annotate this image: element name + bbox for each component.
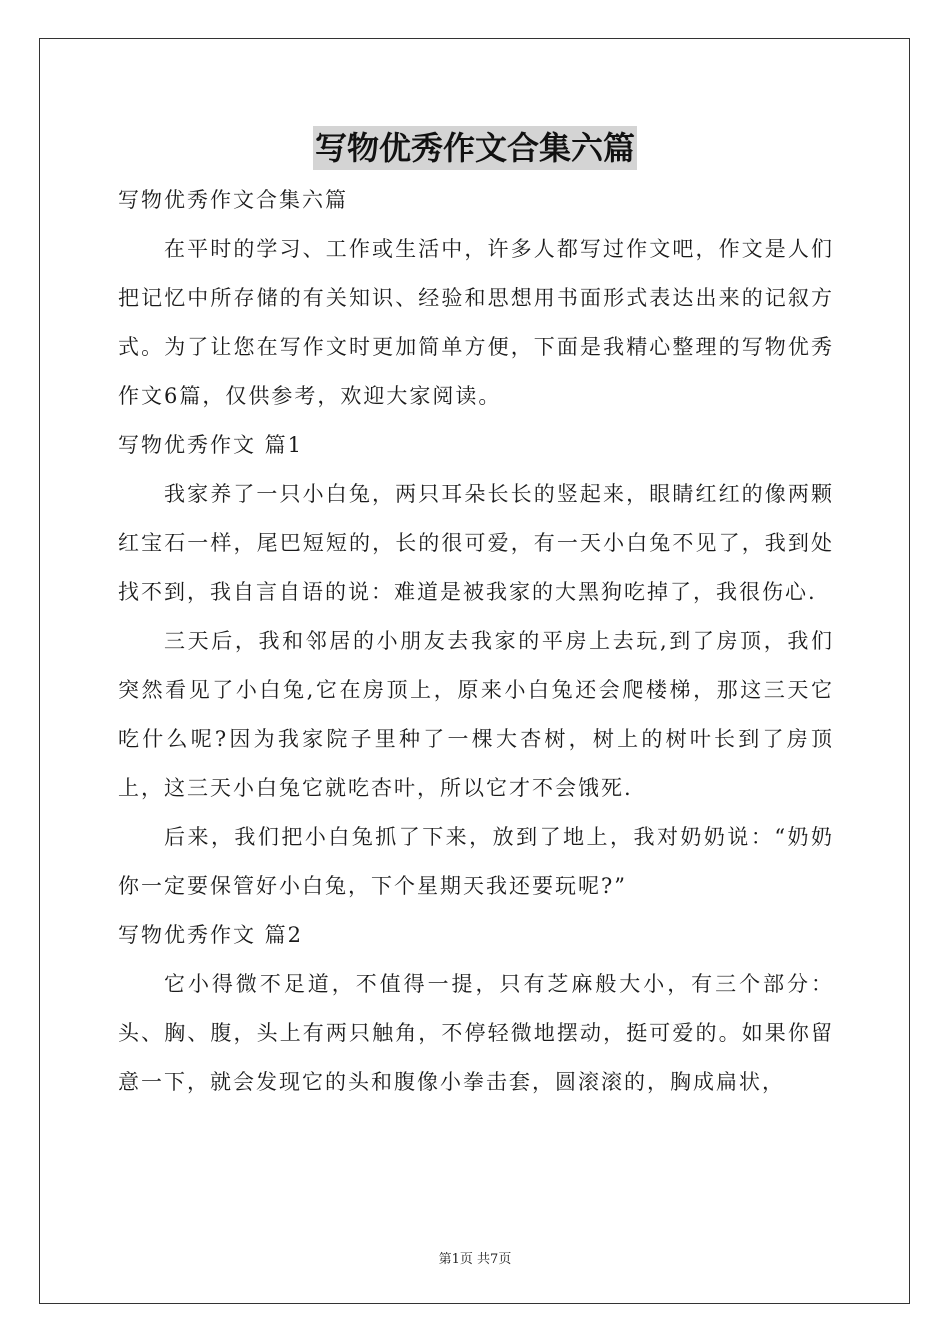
page-footer — [0, 1248, 950, 1267]
title-container — [0, 126, 950, 170]
section-heading-1: 写物优秀作文 篇1 — [118, 433, 304, 457]
essay1-paragraph-1: 我家养了一只小白兔，两只耳朵长长的竖起来，眼睛红红的像两颗红宝石一样，尾巴短短的，长的很可爱，有一天小白兔不见了，我到处找不到，我自言自语的说：难道是被我家的大黑狗吃掉了，我很伤心. — [118, 482, 834, 604]
doc-subtitle: 写物优秀作文合集六篇 — [118, 188, 348, 212]
section-heading-2: 写物优秀作文 篇2 — [118, 923, 304, 947]
essay1-paragraph-2: 三天后，我和邻居的小朋友去我家的平房上去玩,到了房顶，我们突然看见了小白兔,它在房顶上，原来小白兔还会爬楼梯，那这三天它吃什么呢?因为我家院子里种了一棵大杏树，树上的树叶长到了房顶上，这三天小白兔它就吃杏叶，所以它才不会饿死. — [118, 629, 834, 800]
essay1-paragraph-3: 后来，我们把小白兔抓了下来，放到了地上，我对奶奶说：“奶奶你一定要保管好小白兔，下个星期天我还要玩呢?” — [118, 825, 834, 898]
intro-paragraph: 在平时的学习、工作或生活中，许多人都写过作文吧，作文是人们把记忆中所存储的有关知识、经验和思想用书面形式表达出来的记叙方式。为了让您在写作文时更加简单方便，下面是我精心整理的写物优秀作文6篇，仅供参考，欢迎大家阅读。 — [118, 237, 834, 408]
document-title: 写物优秀作文合集六篇 — [313, 126, 637, 170]
page-number: 第1页 共7页 — [438, 1252, 512, 1267]
document-body — [118, 176, 834, 1107]
essay2-paragraph-1: 它小得微不足道，不值得一提，只有芝麻般大小，有三个部分：头、胸、腹，头上有两只触角，不停轻微地摆动，挺可爱的。如果你留意一下，就会发现它的头和腹像小拳击套，圆滚滚的，胸成扁状， — [118, 972, 834, 1094]
